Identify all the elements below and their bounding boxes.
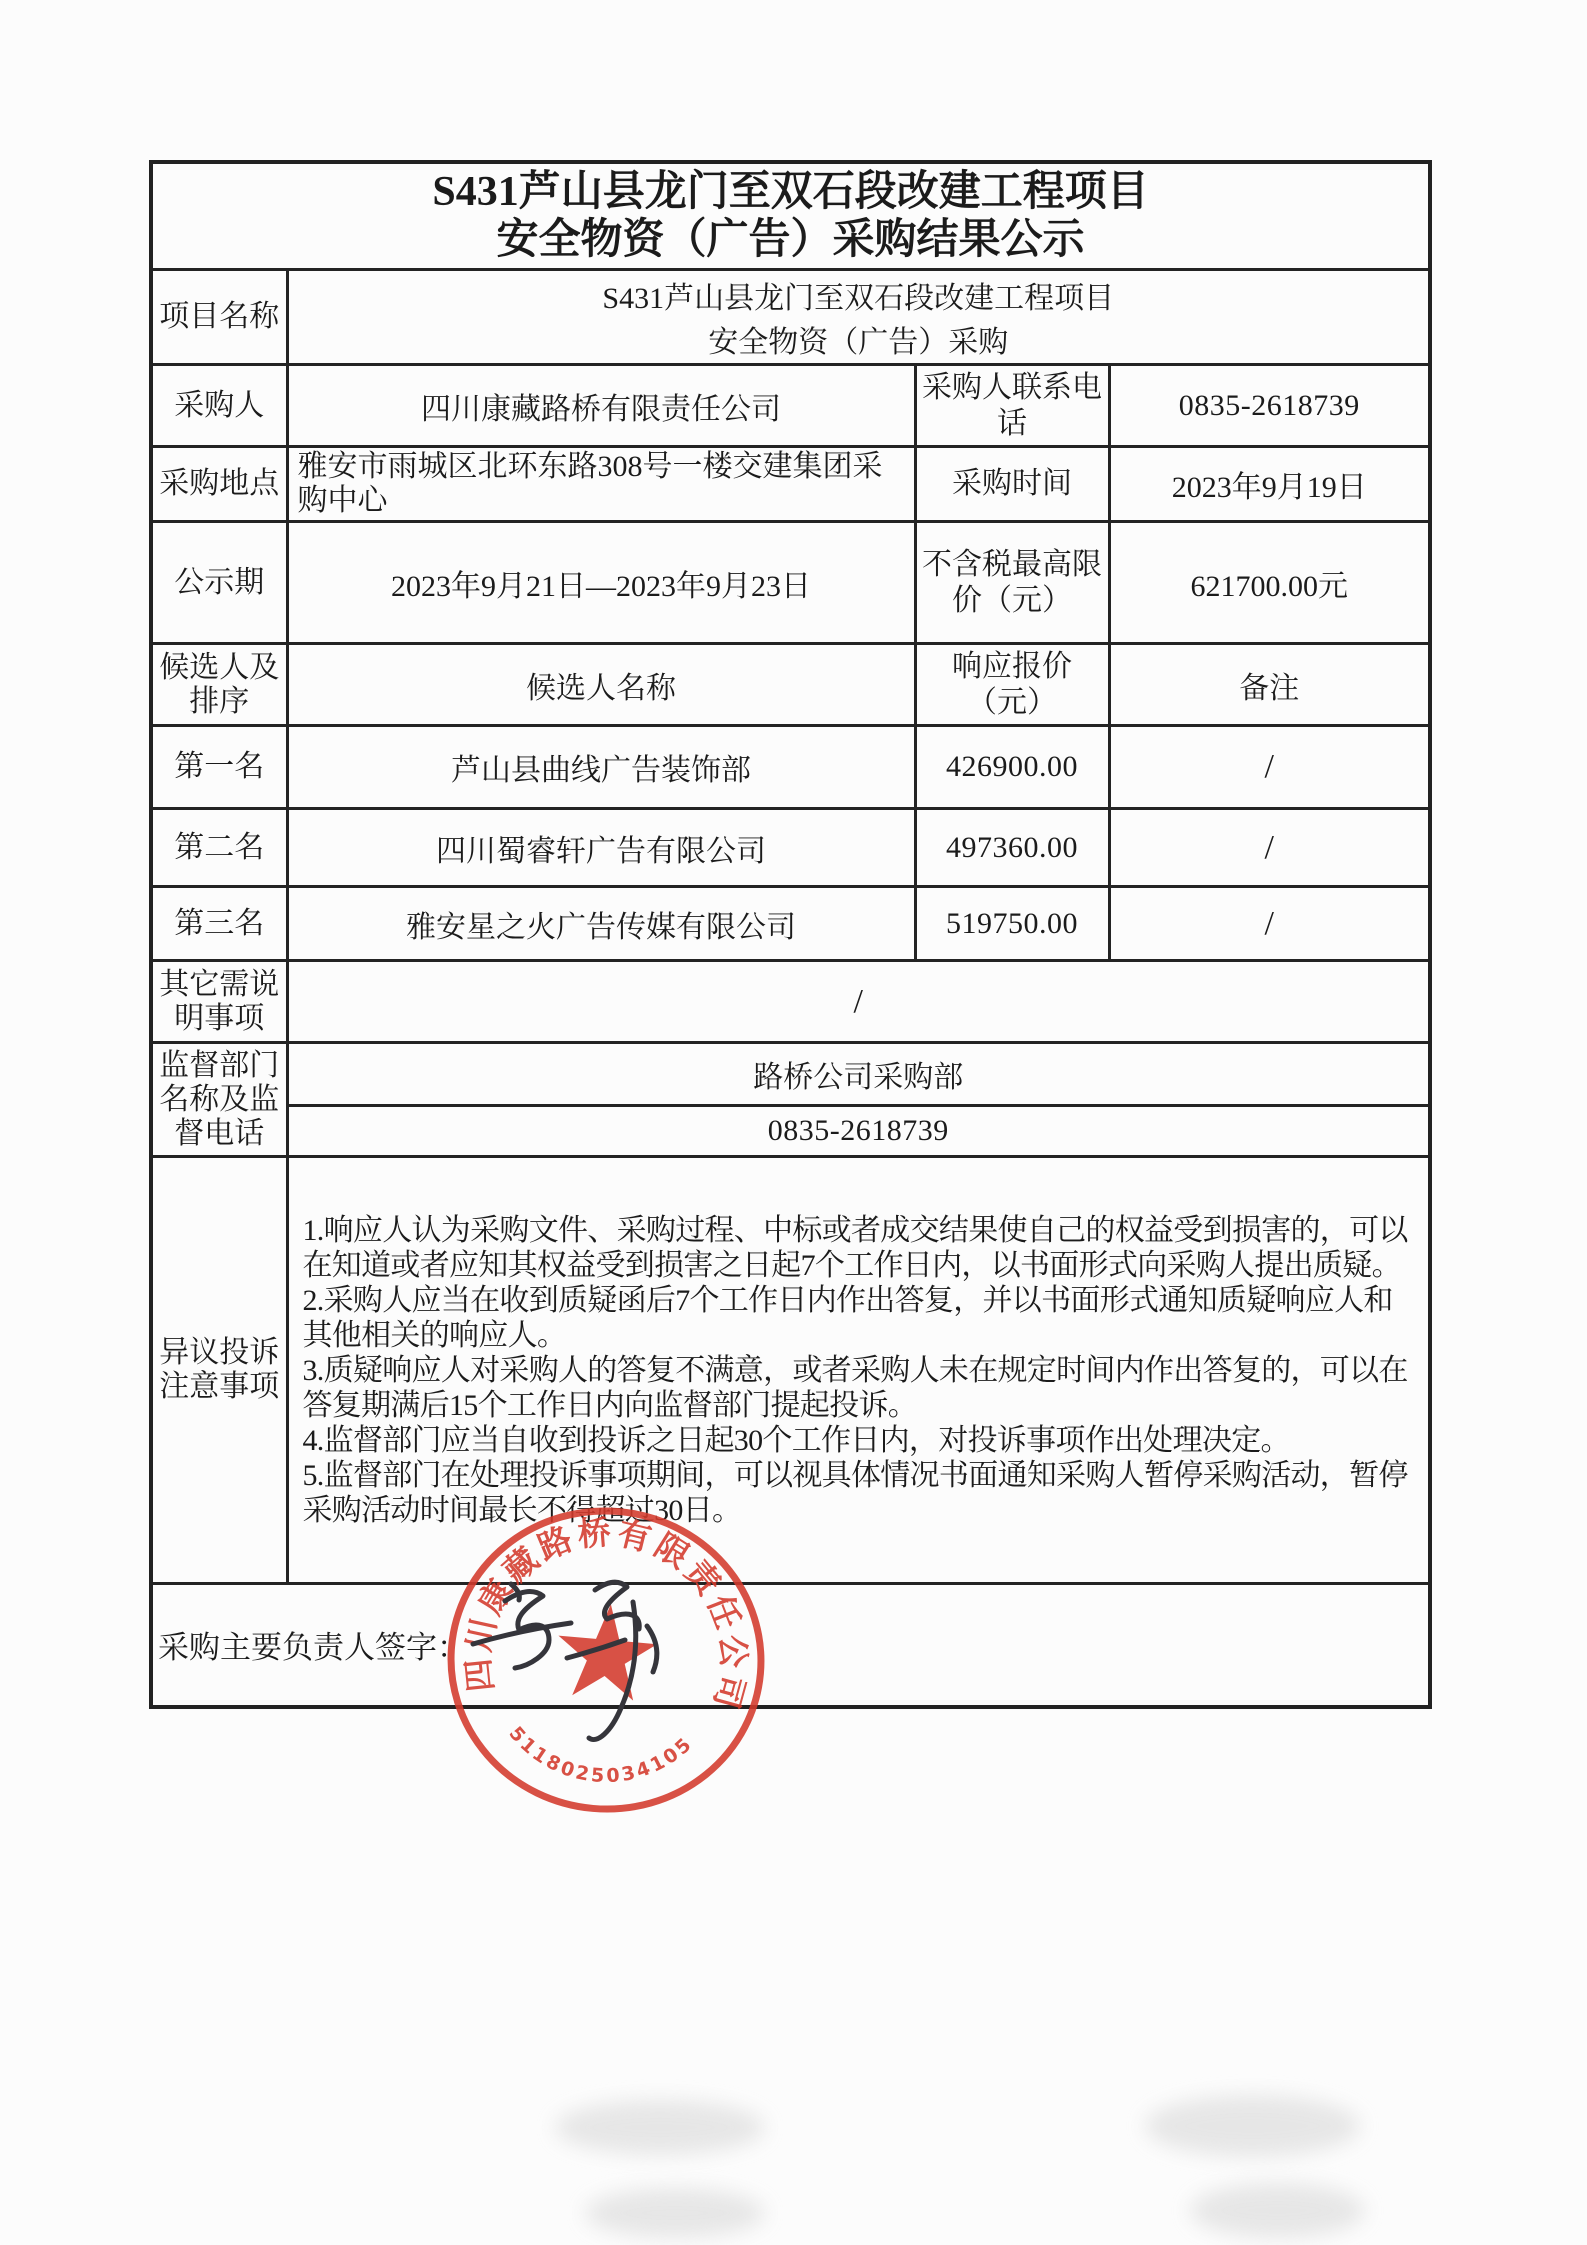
purchaser-label: 采购人 xyxy=(151,365,287,447)
max-price-label: 不含税最高限价（元） xyxy=(915,522,1109,644)
publicity-label: 公示期 xyxy=(151,522,287,644)
remark-header: 备注 xyxy=(1109,644,1430,726)
candidate-rank: 第一名 xyxy=(151,726,287,809)
candidate-remark: / xyxy=(1109,809,1430,887)
table-row xyxy=(151,162,1430,270)
purchaser-value: 四川康藏路桥有限责任公司 xyxy=(287,365,915,447)
objection-item: 1.响应人认为采购文件、采购过程、中标或者成交结果使自己的权益受到损害的，可以在知道或者应知其权益受到损害之日起7个工作日内，以书面形式向采购人提出质疑。 xyxy=(302,1213,1408,1282)
time-value: 2023年9月19日 xyxy=(1109,447,1430,522)
other-notes-label: 其它需说明事项 xyxy=(151,961,287,1043)
table-header-row xyxy=(151,644,1430,726)
table-row xyxy=(151,522,1430,644)
table-row xyxy=(151,365,1430,447)
table-row xyxy=(151,809,1430,887)
candidate-price: 519750.00 xyxy=(915,887,1109,961)
max-price-value: 621700.00元 xyxy=(1109,522,1430,644)
location-label: 采购地点 xyxy=(151,447,287,522)
table-row xyxy=(151,1157,1430,1584)
candidate-remark: / xyxy=(1109,887,1430,961)
project-name-line1: S431芦山县龙门至双石段改建工程项目 xyxy=(602,282,1115,315)
stamp-company-text: 四川康藏路桥有限责任公司 xyxy=(460,1515,751,1716)
document-title-line2: 安全物资（广告）采购结果公示 xyxy=(496,217,1085,263)
time-label: 采购时间 xyxy=(915,447,1109,522)
objection-item: 3.质疑响应人对采购人的答复不满意，或者采购人未在规定时间内作出答复的，可以在答复期满后15个工作日内向监督部门提起投诉。 xyxy=(302,1353,1408,1422)
location-value: 雅安市雨城区北环东路308号一楼交建集团采购中心 xyxy=(287,447,915,522)
scan-smudge xyxy=(585,2188,765,2238)
table-row xyxy=(151,1043,1430,1106)
table-row xyxy=(151,961,1430,1043)
candidate-price: 426900.00 xyxy=(915,726,1109,809)
signature-label: 采购主要负责人签字： xyxy=(158,1630,468,1666)
project-name-value xyxy=(287,270,1430,365)
price-header: 响应报价（元） xyxy=(915,644,1109,726)
candidate-name: 四川蜀睿轩广告有限公司 xyxy=(287,809,915,887)
supervision-phone: 0835-2618739 xyxy=(287,1106,1430,1157)
supervision-department: 路桥公司采购部 xyxy=(287,1043,1430,1106)
scan-smudge xyxy=(555,2100,765,2155)
candidate-price: 497360.00 xyxy=(915,809,1109,887)
table-row xyxy=(151,447,1430,522)
objection-item: 5.监督部门在处理投诉事项期间，可以视具体情况书面通知采购人暂停采购活动，暂停采购活动时间最长不得超过30日。 xyxy=(302,1458,1408,1527)
candidate-rank: 第二名 xyxy=(151,809,287,887)
candidate-name: 雅安星之火广告传媒有限公司 xyxy=(287,887,915,961)
supervision-label: 监督部门名称及监督电话 xyxy=(151,1043,287,1157)
candidate-name: 芦山县曲线广告装饰部 xyxy=(287,726,915,809)
signature-line xyxy=(151,1584,1430,1707)
table-row xyxy=(151,1106,1430,1157)
purchaser-phone-value: 0835-2618739 xyxy=(1109,365,1430,447)
scan-smudge xyxy=(1145,2095,1360,2157)
table-row xyxy=(151,726,1430,809)
candidate-name-header: 候选人名称 xyxy=(287,644,915,726)
candidate-remark: / xyxy=(1109,726,1430,809)
other-notes-value: / xyxy=(287,961,1430,1043)
procurement-result-table xyxy=(149,160,1432,1709)
rank-header: 候选人及排序 xyxy=(151,644,287,726)
scan-smudge xyxy=(1190,2183,1365,2238)
table-row xyxy=(151,270,1430,365)
document-title xyxy=(151,162,1430,270)
objection-item: 4.监督部门应当自收到投诉之日起30个工作日内，对投诉事项作出处理决定。 xyxy=(302,1423,1290,1457)
svg-text:5118025034105 xyxy=(501,1717,699,1796)
project-name-line2: 安全物资（广告）采购 xyxy=(708,326,1009,359)
stamp-number: 5118025034105 xyxy=(504,1722,698,1788)
table-row xyxy=(151,1584,1430,1707)
objection-label: 异议投诉注意事项 xyxy=(151,1157,287,1584)
project-name-label: 项目名称 xyxy=(151,270,287,365)
publicity-value: 2023年9月21日—2023年9月23日 xyxy=(287,522,915,644)
purchaser-phone-label: 采购人联系电话 xyxy=(915,365,1109,447)
document-title-line1: S431芦山县龙门至双石段改建工程项目 xyxy=(432,169,1149,215)
table-row xyxy=(151,887,1430,961)
candidate-rank: 第三名 xyxy=(151,887,287,961)
objection-notice xyxy=(287,1157,1430,1584)
objection-item: 2.采购人应当在收到质疑函后7个工作日内作出答复，并以书面形式通知质疑响应人和其他相关的响应人。 xyxy=(302,1283,1393,1352)
